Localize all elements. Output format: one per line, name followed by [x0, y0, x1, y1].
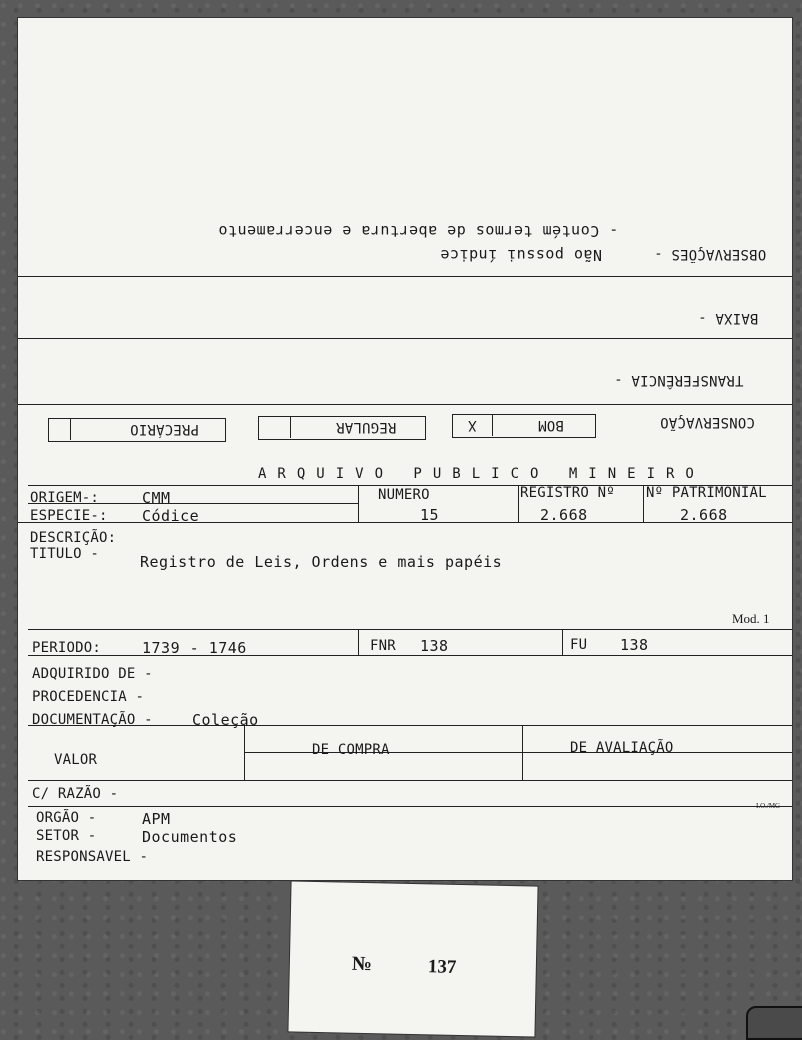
documentacao-label: DOCUMENTAÇÃO -	[32, 712, 153, 728]
de-compra-label: DE COMPRA	[312, 742, 390, 758]
periodo-label: PERIODO:	[32, 640, 102, 656]
patrimonial-label: Nº PATRIMONIAL	[646, 485, 767, 501]
printer-mark: I.O./MG	[756, 802, 781, 810]
precario-label: PRECÁRIO	[130, 421, 200, 437]
orgao-label: ORGÃO -	[36, 810, 97, 826]
origem-value: CMM	[142, 489, 171, 507]
periodo-value: 1739 - 1746	[142, 639, 247, 657]
razao-label: C/ RAZÃO -	[32, 786, 119, 802]
procedencia-label: PROCEDENCIA -	[32, 689, 145, 705]
fu-value: 138	[620, 636, 649, 654]
especie-label: ESPECIE-:	[30, 508, 108, 524]
rule-transferencia	[18, 404, 792, 405]
registro-value: 2.668	[540, 506, 588, 524]
numero-label: NUMERO	[378, 487, 430, 503]
conservacao-label: CONSERVAÇÃO	[660, 414, 755, 430]
responsavel-label: RESPONSAVEL -	[36, 849, 149, 865]
rule-observacoes	[18, 276, 792, 277]
patrimonial-value: 2.668	[680, 506, 728, 524]
background-object	[746, 1006, 802, 1040]
origem-label: ORIGEM-:	[30, 490, 100, 506]
fu-label: FU	[570, 637, 588, 653]
registro-label: REGISTRO Nº	[520, 485, 615, 501]
rule-baixa	[18, 338, 792, 339]
number-slip	[288, 881, 537, 1036]
titulo-value: Registro de Leis, Ordens e mais papéis	[140, 553, 503, 571]
numero-value: 15	[420, 506, 440, 524]
observacoes-line2: - Contém termos de abertura e encerramento	[218, 222, 619, 240]
observacoes-line1: Não possui índice	[440, 246, 603, 264]
regular-label: REGULAR	[336, 419, 397, 435]
numero-sign: №	[351, 952, 373, 976]
fnr-label: FNR	[370, 638, 396, 654]
bom-mark: X	[468, 417, 477, 433]
bom-label: BOM	[538, 417, 564, 433]
especie-value: Códice	[142, 507, 200, 525]
descricao-label: DESCRIÇÃO:	[30, 530, 117, 546]
de-avaliacao-label: DE AVALIAÇÃO	[570, 740, 674, 756]
setor-label: SETOR -	[36, 828, 97, 844]
transferencia-label: TRANSFERÊNCIA -	[614, 372, 744, 388]
observacoes-label: OBSERVAÇÕES -	[654, 246, 767, 262]
catalog-card	[18, 18, 792, 880]
adquirido-label: ADQUIRIDO DE -	[32, 666, 153, 682]
archive-title: ARQUIVO PUBLICO MINEIRO	[258, 466, 705, 482]
fnr-value: 138	[420, 637, 449, 655]
titulo-label: TITULO -	[30, 546, 100, 562]
valor-label: VALOR	[54, 752, 98, 768]
slip-number: 137	[427, 956, 457, 978]
setor-value: Documentos	[142, 828, 238, 846]
orgao-value: APM	[142, 810, 171, 828]
mod-label: Mod. 1	[732, 611, 770, 626]
documentacao-value: Coleção	[192, 711, 259, 729]
baixa-label: BAIXA -	[698, 310, 759, 326]
